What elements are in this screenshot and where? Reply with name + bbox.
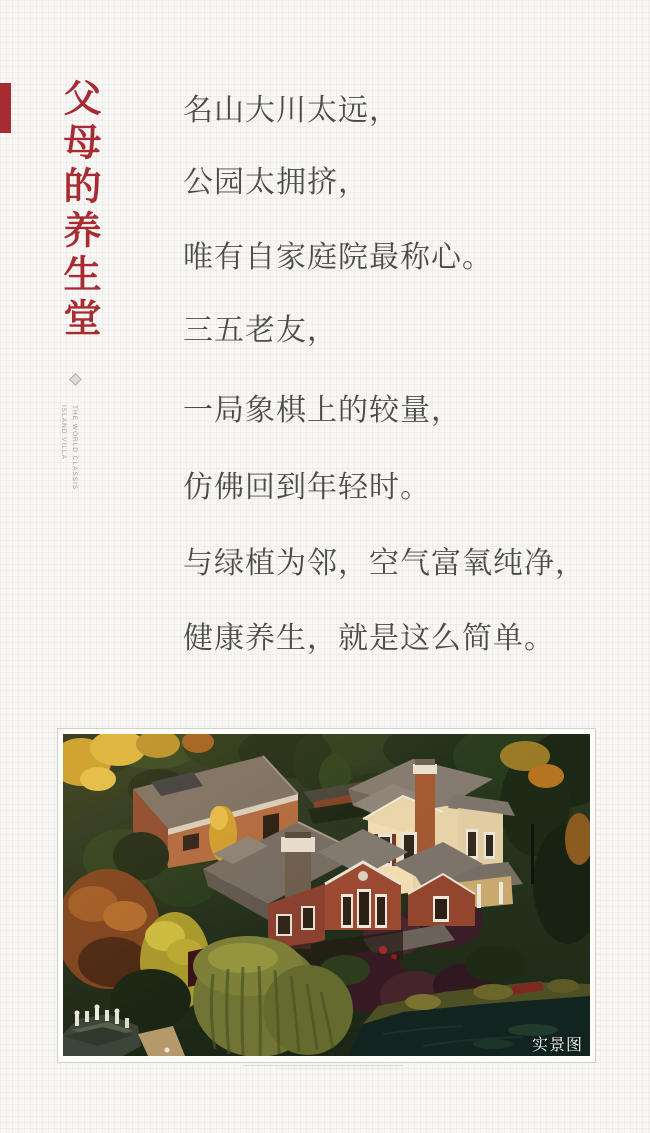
english-tagline	[58, 405, 80, 505]
page-title: 父母的养生堂	[57, 78, 102, 342]
photo-caption-badge: 实景图	[531, 1037, 583, 1054]
villa-aerial-photo	[63, 734, 590, 1056]
divider-artifact-line	[243, 1065, 403, 1066]
villa-photo-frame	[57, 728, 596, 1063]
body-line: 仿佛回到年轻时。	[183, 471, 431, 504]
body-line: 健康养生，就是这么简单。	[183, 622, 555, 655]
body-line: 名山大川太远，	[183, 94, 400, 127]
body-line: 三五老友，	[183, 314, 338, 347]
body-line: 公园太拥挤，	[183, 166, 369, 199]
sunset-light-overlay	[63, 734, 590, 1056]
english-tagline-line1: THE WORLD CLASSIS	[71, 405, 78, 491]
divider-artifact-line	[278, 1068, 400, 1069]
body-line: 唯有自家庭院最称心。	[183, 241, 493, 274]
red-accent-block	[0, 83, 11, 133]
body-line: 一局象棋上的较量，	[183, 394, 462, 427]
diamond-ornament-icon	[69, 373, 82, 386]
body-line: 与绿植为邻，空气富氧纯净，	[183, 547, 586, 580]
english-tagline-line2: ISLAND VILLA	[60, 405, 67, 460]
